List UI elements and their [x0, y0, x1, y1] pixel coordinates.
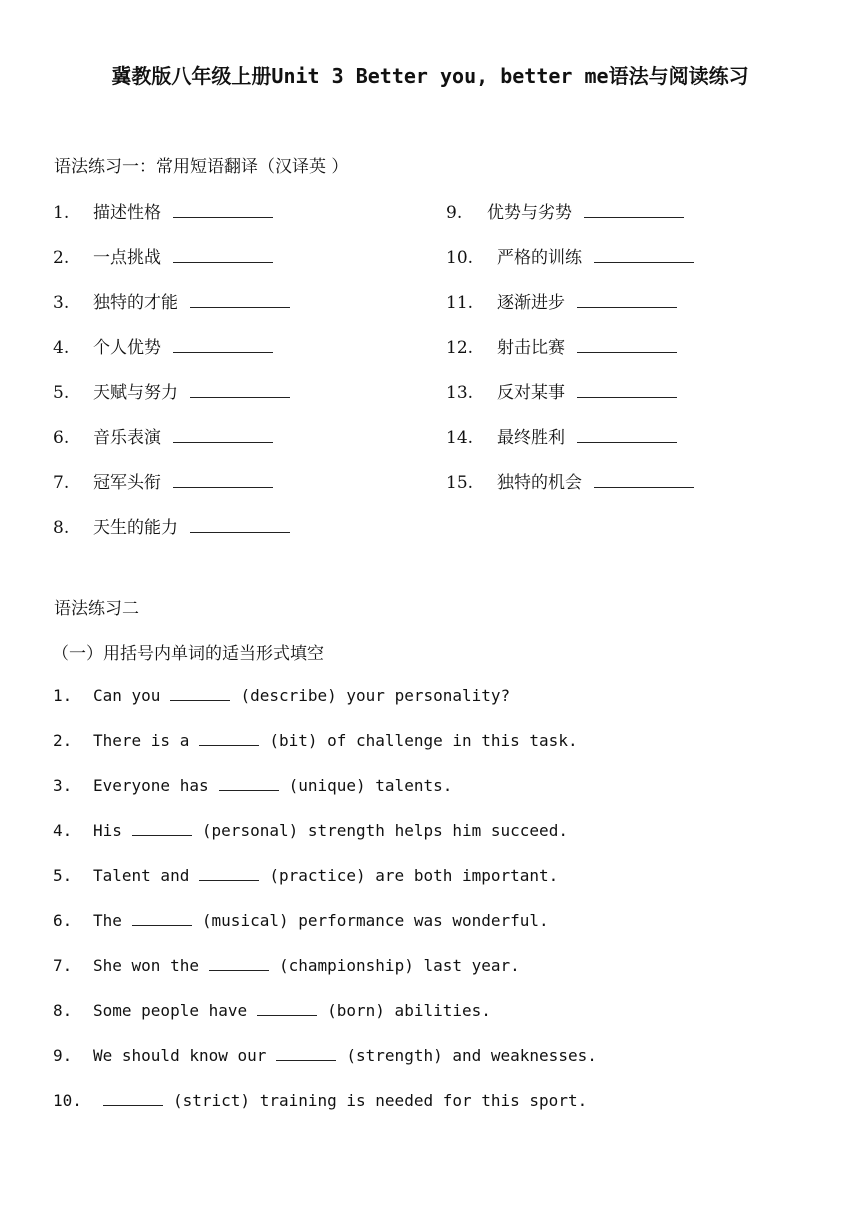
fill-item: [53, 1001, 491, 1020]
item-number: 10.: [446, 248, 474, 268]
fill-item: [53, 1091, 587, 1110]
phrase-text: 描述性格: [93, 203, 161, 223]
answer-blank[interactable]: [594, 486, 694, 488]
fill-item: [53, 1046, 597, 1065]
answer-blank[interactable]: [219, 789, 279, 791]
item-number: 6.: [53, 911, 73, 930]
item-number: 7.: [53, 473, 70, 493]
answer-blank[interactable]: [577, 351, 677, 353]
section2-heading: 语法练习二: [54, 599, 139, 619]
phrase-item: [446, 198, 684, 223]
section2-subheading: （一）用括号内单词的适当形式填空: [52, 644, 324, 664]
item-number: 8.: [53, 518, 70, 538]
phrase-item: [446, 288, 677, 313]
phrase-text: 冠军头衔: [93, 473, 161, 493]
fill-item: [53, 731, 578, 750]
section1-heading: 语法练习一：常用短语翻译（汉译英 ）: [54, 157, 349, 177]
sentence-end: (describe) your personality?: [240, 686, 511, 705]
phrase-text: 天赋与努力: [93, 383, 178, 403]
phrase-item: [53, 423, 273, 448]
phrase-item: [446, 378, 677, 403]
phrase-item: [446, 468, 694, 493]
phrase-item: [53, 288, 290, 313]
answer-blank[interactable]: [173, 261, 273, 263]
answer-blank[interactable]: [173, 216, 273, 218]
fill-item: [53, 956, 520, 975]
item-number: 13.: [446, 383, 474, 403]
answer-blank[interactable]: [103, 1104, 163, 1106]
fill-item: [53, 911, 549, 930]
phrase-text: 天生的能力: [93, 518, 178, 538]
phrase-text: 反对某事: [497, 383, 565, 403]
sentence-end: (musical) performance was wonderful.: [201, 911, 549, 930]
answer-blank[interactable]: [173, 441, 273, 443]
item-number: 14.: [446, 428, 474, 448]
phrase-text: 独特的才能: [93, 293, 178, 313]
phrase-item: [53, 198, 273, 223]
sentence-start: The: [93, 911, 122, 930]
phrase-text: 优势与劣势: [487, 203, 572, 223]
answer-blank[interactable]: [577, 396, 677, 398]
sentence-start: Everyone has: [93, 776, 209, 795]
answer-blank[interactable]: [190, 306, 290, 308]
sentence-end: (born) abilities.: [327, 1001, 491, 1020]
sentence-end: (practice) are both important.: [269, 866, 559, 885]
fill-item: [53, 866, 558, 885]
answer-blank[interactable]: [190, 531, 290, 533]
phrase-text: 射击比赛: [497, 338, 565, 358]
fill-item: [53, 776, 452, 795]
phrase-text: 逐渐进步: [497, 293, 565, 313]
item-number: 12.: [446, 338, 474, 358]
answer-blank[interactable]: [199, 744, 259, 746]
answer-blank[interactable]: [170, 699, 230, 701]
phrase-item: [53, 333, 273, 358]
answer-blank[interactable]: [190, 396, 290, 398]
sentence-start: Some people have: [93, 1001, 248, 1020]
phrase-text: 最终胜利: [497, 428, 565, 448]
answer-blank[interactable]: [594, 261, 694, 263]
item-number: 9.: [446, 203, 463, 223]
sentence-end: (strength) and weaknesses.: [346, 1046, 597, 1065]
item-number: 5.: [53, 866, 73, 885]
answer-blank[interactable]: [276, 1059, 336, 1061]
sentence-start: We should know our: [93, 1046, 267, 1065]
item-number: 2.: [53, 248, 70, 268]
item-number: 1.: [53, 686, 73, 705]
item-number: 15.: [446, 473, 474, 493]
sentence-start: There is a: [93, 731, 190, 750]
answer-blank[interactable]: [257, 1014, 317, 1016]
answer-blank[interactable]: [132, 924, 192, 926]
sentence-end: (championship) last year.: [278, 956, 520, 975]
phrase-text: 独特的机会: [497, 473, 582, 493]
answer-blank[interactable]: [584, 216, 684, 218]
phrase-text: 严格的训练: [497, 248, 582, 268]
item-number: 2.: [53, 731, 73, 750]
phrase-item: [53, 468, 273, 493]
sentence-start: His: [93, 821, 122, 840]
item-number: 3.: [53, 776, 73, 795]
sentence-end: (personal) strength helps him succeed.: [201, 821, 568, 840]
sentence-start: She won the: [93, 956, 199, 975]
answer-blank[interactable]: [199, 879, 259, 881]
phrase-item: [446, 243, 694, 268]
sentence-start: Can you: [93, 686, 161, 705]
answer-blank[interactable]: [577, 306, 677, 308]
sentence-end: (bit) of challenge in this task.: [269, 731, 578, 750]
item-number: 3.: [53, 293, 70, 313]
fill-item: [53, 821, 568, 840]
item-number: 10.: [53, 1091, 82, 1110]
item-number: 5.: [53, 383, 70, 403]
phrase-item: [446, 423, 677, 448]
phrase-item: [446, 333, 677, 358]
phrase-text: 个人优势: [93, 338, 161, 358]
sentence-end: (unique) talents.: [288, 776, 453, 795]
item-number: 9.: [53, 1046, 73, 1065]
answer-blank[interactable]: [173, 486, 273, 488]
answer-blank[interactable]: [209, 969, 269, 971]
item-number: 6.: [53, 428, 70, 448]
answer-blank[interactable]: [132, 834, 192, 836]
phrase-item: [53, 243, 273, 268]
sentence-start: Talent and: [93, 866, 190, 885]
answer-blank[interactable]: [173, 351, 273, 353]
phrase-text: 一点挑战: [93, 248, 161, 268]
item-number: 1.: [53, 203, 70, 223]
phrase-item: [53, 513, 290, 538]
sentence-end: (strict) training is needed for this sport.: [173, 1091, 588, 1110]
answer-blank[interactable]: [577, 441, 677, 443]
fill-item: [53, 686, 510, 705]
item-number: 11.: [446, 293, 474, 313]
item-number: 8.: [53, 1001, 73, 1020]
item-number: 4.: [53, 821, 73, 840]
item-number: 4.: [53, 338, 70, 358]
phrase-item: [53, 378, 290, 403]
page-title: 冀教版八年级上册Unit 3 Better you, better me语法与阅读练习: [111, 64, 749, 88]
item-number: 7.: [53, 956, 73, 975]
phrase-text: 音乐表演: [93, 428, 161, 448]
